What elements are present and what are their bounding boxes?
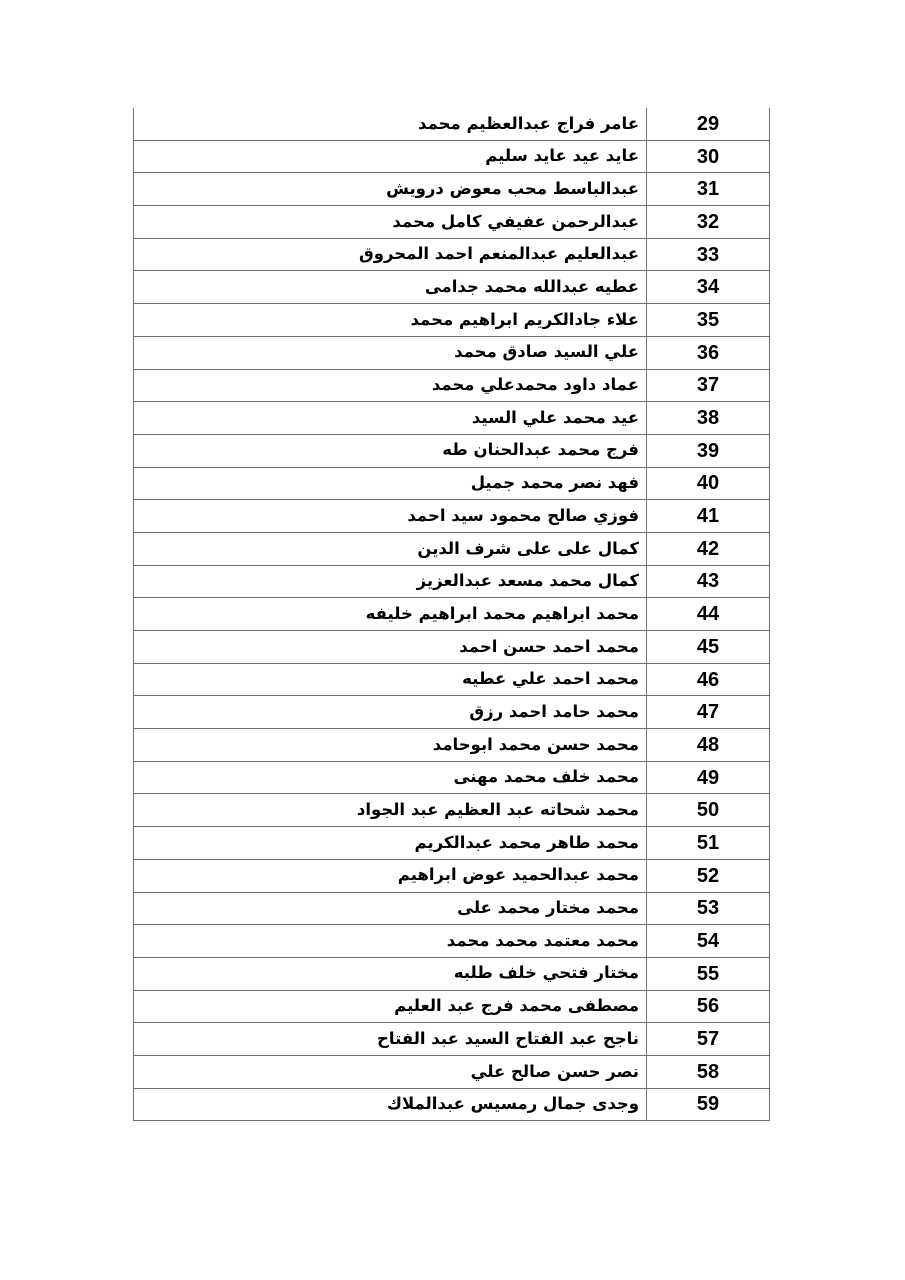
table-row [134, 108, 769, 141]
member-name: ناجح عبد الفتاح السيد عبد الفتاح [377, 1028, 639, 1048]
table-row [134, 860, 769, 893]
serial-number: 50 [646, 794, 769, 826]
serial-number: 43 [646, 566, 769, 598]
member-name: نصر حسن صالح علي [470, 1061, 639, 1081]
table-row [134, 468, 769, 501]
serial-number: 35 [646, 304, 769, 336]
member-name: عامر فراج عبدالعظيم محمد [418, 113, 639, 133]
serial-number: 59 [646, 1089, 769, 1121]
serial-number: 30 [646, 141, 769, 173]
table-row [134, 173, 769, 206]
member-name: محمد شحاته عبد العظيم عبد الجواد [356, 800, 639, 820]
table-row [134, 402, 769, 435]
serial-number: 51 [646, 827, 769, 859]
serial-number: 58 [646, 1056, 769, 1088]
member-name: محمد معتمد محمد محمد [446, 930, 639, 950]
member-name: علي السيد صادق محمد [454, 342, 639, 362]
member-name: فهد نصر محمد جميل [470, 473, 639, 493]
serial-number: 49 [646, 762, 769, 794]
member-name: وجدى جمال رمسيس عبدالملاك [386, 1094, 639, 1114]
member-name: فرج محمد عبدالحنان طه [442, 440, 639, 460]
table-row [134, 664, 769, 697]
table-row [134, 566, 769, 599]
serial-number: 45 [646, 631, 769, 663]
table-row [134, 827, 769, 860]
member-name: محمد حسن محمد ابوحامد [432, 734, 639, 754]
serial-number: 56 [646, 991, 769, 1023]
serial-number: 53 [646, 893, 769, 925]
serial-number: 31 [646, 173, 769, 205]
member-name: كمال محمد مسعد عبدالعزيز [416, 571, 639, 591]
table-row [134, 370, 769, 403]
serial-number: 33 [646, 239, 769, 271]
table-row [134, 958, 769, 991]
serial-number: 39 [646, 435, 769, 467]
member-name: عايد عيد عايد سليم [485, 146, 639, 166]
table-row [134, 696, 769, 729]
table-row [134, 239, 769, 272]
serial-number: 32 [646, 206, 769, 238]
member-name: عطيه عبدالله محمد جدامى [424, 277, 639, 297]
member-name: محمد عبدالحميد عوض ابراهيم [397, 865, 639, 885]
member-name: محمد ابراهيم محمد ابراهيم خليفه [365, 603, 639, 623]
member-name: محمد حامد احمد رزق [469, 701, 639, 721]
table-row [134, 893, 769, 926]
table-row [134, 141, 769, 174]
member-name: مختار فتحي خلف طلبه [453, 963, 639, 983]
member-name: محمد طاهر محمد عبدالكريم [414, 832, 639, 852]
serial-number: 55 [646, 958, 769, 990]
serial-number: 52 [646, 860, 769, 892]
member-name: محمد احمد علي عطيه [462, 669, 639, 689]
member-name: عبدالباسط محب معوض درويش [386, 178, 639, 198]
table-row [134, 304, 769, 337]
member-name: عبدالرحمن عفيفي كامل محمد [392, 211, 639, 231]
table-row [134, 206, 769, 239]
table-row [134, 500, 769, 533]
table-row [134, 1089, 769, 1122]
serial-number: 41 [646, 500, 769, 532]
serial-number: 47 [646, 696, 769, 728]
serial-number: 54 [646, 925, 769, 957]
roster-table [133, 108, 770, 1121]
serial-number: 29 [646, 108, 769, 140]
serial-number: 48 [646, 729, 769, 761]
serial-number: 44 [646, 598, 769, 630]
table-row [134, 533, 769, 566]
table-row [134, 435, 769, 468]
serial-number: 40 [646, 468, 769, 500]
table-row [134, 337, 769, 370]
serial-number: 38 [646, 402, 769, 434]
member-name: محمد احمد حسن احمد [459, 636, 639, 656]
serial-number: 34 [646, 271, 769, 303]
table-row [134, 1056, 769, 1089]
member-name: علاء جادالكريم ابراهيم محمد [410, 309, 639, 329]
member-name: مصطفى محمد فرج عبد العليم [394, 996, 639, 1016]
serial-number: 57 [646, 1023, 769, 1055]
serial-number: 36 [646, 337, 769, 369]
member-name: فوزي صالح محمود سيد احمد [407, 505, 639, 525]
table-row [134, 1023, 769, 1056]
table-row [134, 598, 769, 631]
table-row [134, 991, 769, 1024]
serial-number: 46 [646, 664, 769, 696]
member-name: كمال على على شرف الدين [417, 538, 639, 558]
member-name: عماد داود محمدعلي محمد [431, 375, 639, 395]
table-row [134, 631, 769, 664]
table-row [134, 271, 769, 304]
table-row [134, 925, 769, 958]
serial-number: 42 [646, 533, 769, 565]
member-name: محمد خلف محمد مهنى [453, 767, 639, 787]
member-name: عيد محمد علي السيد [471, 407, 639, 427]
table-row [134, 762, 769, 795]
serial-number: 37 [646, 370, 769, 402]
table-row [134, 794, 769, 827]
member-name: عبدالعليم عبدالمنعم احمد المحروق [358, 244, 639, 264]
table-row [134, 729, 769, 762]
member-name: محمد مختار محمد على [457, 898, 639, 918]
